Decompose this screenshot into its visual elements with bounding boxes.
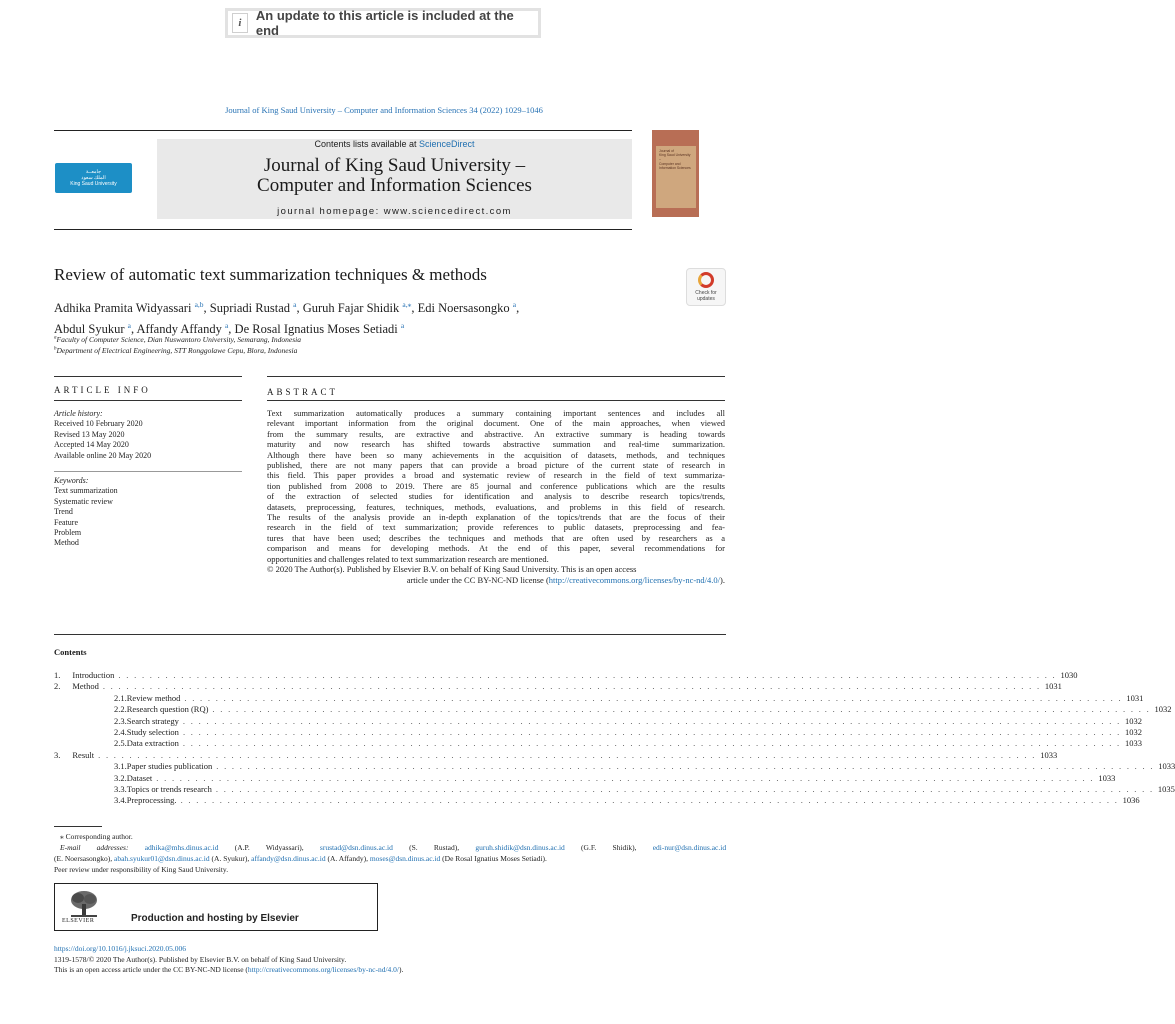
toc-title: Topics or trends research [126,783,212,794]
toc-entry[interactable] [54,738,1142,749]
abstract-copyright-line: © 2020 The Author(s). Published by Elsevier B.V. on behalf of King Saud University. This is an open access [267,564,637,575]
table-of-contents [54,670,1175,807]
author-name: Abdul Syukur [54,322,125,337]
keyword: Feature [54,517,78,527]
abstract-head-rule [267,400,725,401]
check-updates-label [695,290,716,302]
author-sup[interactable]: a,⁎ [402,300,412,309]
toc-page-number: 1035 [1157,783,1175,794]
keywords-block [54,476,118,549]
cover-line-3: Computer and [659,161,681,166]
toc-title: Data extraction [126,738,179,749]
abstract-body [267,408,725,585]
contents-available-line [157,139,632,149]
toc-number: 3.1. [114,761,127,772]
toc-title: Introduction [72,670,115,680]
toc-leader-dots: . . . . . . . . . . . . . . . . . . . . . . . . . . . . . . . . . . . . . . . . . . . . . . . . . . . . . . . . . . . . . . . . . . . . . . . . . . . . . . . . . . . . . . . . . . . . . . . . . . . . . . . . . . . . . . . . . . . . . . . . [182,715,1121,726]
toc-title: Research question (RQ) [126,704,209,715]
email-owner: (A. Affandy), [327,854,368,863]
affiliation-sup: b [54,346,57,352]
cover-line-4: Information Sciences [659,165,691,170]
author-name: Affandy Affandy [136,322,222,337]
toc-page-number: 1033 [1098,772,1116,783]
toc-page-number: 1032 [1125,726,1143,737]
email-link[interactable]: moses@dsn.dinus.ac.id [369,854,441,863]
email-line-2 [54,853,726,864]
abstract-line: research in the field of text summarization; provide references to public datasets, preprocessing and fea- [267,522,725,533]
sciencedirect-link[interactable]: ScienceDirect [419,139,475,149]
toc-leader-dots: . . . . . . . . . . . . . . . . . . . . . . . . . . . . . . . . . . . . . . . . . . . . . . . . . . . . . . . . . . . . . . . . . . . . . . . . . . . . . . . . . . . . . . . . . . . . . . . . . . . . . . . . . . . . . . . . . . . . . . . . [180,795,1119,806]
keyword: Text summarization [54,486,118,496]
license-link[interactable]: http://creativecommons.org/licenses/by-nc-nd/4.0/ [548,574,721,585]
email-owner: (A.P. Widyassari), [234,843,304,852]
oa-prefix: This is an open access article under the CC BY-NC-ND license ( [54,965,248,974]
history-item: Available online 20 May 2020 [54,450,152,460]
author-name: Edi Noersasongko [417,301,510,316]
author[interactable] [210,301,297,315]
oa-suffix: ). [398,965,404,974]
email-link[interactable]: edi-nur@dsn.dinus.ac.id [652,843,727,852]
bottom-publication-info [54,944,403,976]
email-owner: (S. Rustad), [409,843,460,852]
cover-line-1: Journal of [659,149,674,153]
keyword: Method [54,538,79,548]
affiliation-sup: a [54,335,57,341]
toc-number: 2.1. [114,692,127,703]
affiliation-text: Department of Electrical Engineering, STT Ronggolawe Cepu, Blora, Indonesia [56,346,298,355]
email-link[interactable]: guruh.shidik@dsn.dinus.ac.id [475,843,565,852]
abstract-line: tion published from 2008 to 2019. There are 85 journal and conference publications which are the results [267,480,725,491]
toc-leader-dots: . . . . . . . . . . . . . . . . . . . . . . . . . . . . . . . . . . . . . . . . . . . . . . . . . . . . . . . . . . . . . . . . . . . . . . . . . . . . . . . . . . . . . . . . . . . . . . . . . . . . . . . . . . . . . . . . . . . . . . . . [156,772,1095,783]
peer-review-note: Peer review under responsibility of King Saud University. [54,865,229,874]
license-prefix: article under the CC BY-NC-ND license ( [406,574,549,585]
article-title: Review of automatic text summarization techniques & methods [54,265,487,284]
king-saud-university-logo [55,163,132,193]
toc-number: 2. [54,681,61,692]
email-link[interactable]: adhika@mhs.dinus.ac.id [144,843,219,852]
logo-arabic-line-1: جامعــة [85,169,102,175]
abstract-line: of the extraction of selected studies for identification and analysis to describe research topics/trends, [267,491,725,502]
toc-entry[interactable] [54,681,1062,692]
journal-title[interactable] [157,156,632,196]
author[interactable] [303,301,412,315]
toc-leader-dots: . . . . . . . . . . . . . . . . . . . . . . . . . . . . . . . . . . . . . . . . . . . . . . . . . . . . . . . . . . . . . . . . . . . . . . . . . . . . . . . . . . . . . . . . . . . . . . . . . . . . . . . . . . . . . . . . . . . . . . . . [102,681,1041,692]
toc-entry[interactable] [54,715,1142,727]
toc-page-number: 1031 [1044,681,1062,692]
toc-number: 2.5. [114,738,127,749]
author[interactable] [418,301,516,315]
toc-page-number: 1033 [1040,749,1058,760]
toc-leader-dots: . . . . . . . . . . . . . . . . . . . . . . . . . . . . . . . . . . . . . . . . . . . . . . . . . . . . . . . . . . . . . . . . . . . . . . . . . . . . . . . . . . . . . . . . . . . . . . . . . . . . . . . . . . . . . . . . . . . . . . . . [182,726,1122,737]
footnote-rule [54,826,102,827]
author-sup[interactable]: a [127,321,131,331]
abstract-line: opportunities and challenges related to text summarization research are mentioned. [267,553,549,564]
toc-title: Dataset [126,772,153,783]
update-banner[interactable] [225,8,541,38]
email-line-1 [54,842,726,853]
info-icon: i [232,13,248,33]
email-owner: (A. Syukur), [211,854,250,863]
logo-english-line: King Saud University [70,181,117,187]
keywords-label: Keywords: [54,476,89,485]
toc-entry[interactable] [54,783,1175,795]
author-sup[interactable]: a [293,300,297,309]
abstract-line: maturity and now research has shifted towards abstractive summation and real-time summarization. [267,439,725,450]
article-info-head-rule [54,400,242,401]
abstract-top-rule [267,376,725,377]
contents-prefix: Contents lists available at [314,139,420,149]
toc-entry[interactable] [54,692,1144,704]
toc-number: 3.3. [114,783,127,794]
history-item: Accepted 14 May 2020 [54,440,129,450]
author[interactable] [54,301,204,315]
doi-link[interactable]: https://doi.org/10.1016/j.jksuci.2020.05.006 [54,944,186,953]
toc-page-number: 1033 [1124,738,1142,749]
toc-leader-dots: . . . . . . . . . . . . . . . . . . . . . . . . . . . . . . . . . . . . . . . . . . . . . . . . . . . . . . . . . . . . . . . . . . . . . . . . . . . . . . . . . . . . . . . . . . . . . . . . . . . . . . . . . . . . . . . . . . . . . . . . [182,738,1121,749]
abstract-line: Although there have been so many achievements in the acquisition of datasets, methods, and techniques [267,449,725,460]
toc-title: Method [72,681,99,692]
elsevier-tree-logo[interactable] [66,889,102,919]
author-sup[interactable]: a [224,321,229,331]
homepage-prefix: journal homepage: [277,206,384,217]
abstract-line: Text summarization automatically produces a summary containing important sentences and includes all [267,408,725,418]
history-label: Article history: [54,409,103,418]
toc-leader-dots: . . . . . . . . . . . . . . . . . . . . . . . . . . . . . . . . . . . . . . . . . . . . . . . . . . . . . . . . . . . . . . . . . . . . . . . . . . . . . . . . . . . . . . . . . . . . . . . . . . . . . . . . . . . . . . . . . . . . . . . . [98,749,1037,760]
history-item: Received 10 February 2020 [54,419,143,429]
abstract-line: The results of the analysis provide an in-depth explanation of the topics/trends that are the focus of their [267,512,725,523]
toc-entry[interactable] [54,670,1078,681]
email-label: E-mail addresses: [60,843,129,852]
corresponding-author-note: ⁎ Corresponding author. [60,832,133,841]
toc-number: 3.4. [114,795,127,806]
update-banner-text: An update to this article is included at the end [255,8,514,38]
open-access-line [54,965,403,976]
toc-title: Preprocessing. [126,795,177,806]
footnotes [54,831,726,875]
toc-leader-dots: . . . . . . . . . . . . . . . . . . . . . . . . . . . . . . . . . . . . . . . . . . . . . . . . . . . . . . . . . . . . . . . . . . . . . . . . . . . . . . . . . . . . . . . . . . . . . . . . . . . . . . . . . . . . . . . . . . . . . . . . [184,692,1123,703]
email-owner: (E. Noersasongko), [54,854,113,863]
affiliation-text: Faculty of Computer Science, Dian Nuswantoro University, Semarang, Indonesia [56,335,301,344]
check-updates-icon [698,272,714,288]
toc-number: 2.4. [114,726,127,737]
article-info-heading: ARTICLE INFO [54,385,151,395]
journal-title-line-2: Computer and Information Sciences [257,175,532,196]
author-name: Supriadi Rustad [209,301,290,316]
toc-title: Paper studies publication [126,761,213,772]
cover-line-2: King Saud University – [659,153,691,162]
article-history [54,409,151,461]
abstract-line: relevant important information from the original document. One of the main approaches, when viewed [267,418,725,429]
header-top-rule [54,130,632,131]
toc-page-number: 1032 [1154,704,1172,715]
toc-title: Search strategy [126,715,179,726]
journal-homepage-line [157,206,632,217]
toc-entry[interactable] [54,749,1058,761]
keyword: Trend [54,507,73,517]
toc-page-number: 1032 [1125,715,1142,726]
toc-page-number: 1033 [1158,761,1175,772]
abstract-line: this field. This paper provides a broad and systematic review of research in the field of text summariza- [267,470,725,481]
toc-leader-dots: . . . . . . . . . . . . . . . . . . . . . . . . . . . . . . . . . . . . . . . . . . . . . . . . . . . . . . . . . . . . . . . . . . . . . . . . . . . . . . . . . . . . . . . . . . . . . . . . . . . . . . . . . . . . . . . . . . . . . . . . [216,761,1155,772]
affiliation-a [54,335,301,344]
journal-citation[interactable]: Journal of King Saud University – Computer and Information Sciences 34 (2022) 1029–1046 [225,105,543,115]
email-owner: (G.F. Shidik), [581,843,637,852]
abstract-bottom-rule [54,634,726,635]
author-name: De Rosal Ignatius Moses Setiadi [234,322,398,337]
toc-number: 1. [54,670,61,680]
production-hosting-text: Production and hosting by Elsevier [131,913,299,924]
toc-entry[interactable] [54,772,1116,784]
toc-title: Review method [126,692,181,703]
header-bottom-rule [54,229,632,230]
check-updates-line-1: Check for [695,290,717,296]
abstract-text [267,408,725,564]
article-info-top-rule [54,376,242,377]
keywords-rule [54,471,242,472]
license-suffix: ). [720,574,725,585]
toc-leader-dots: . . . . . . . . . . . . . . . . . . . . . . . . . . . . . . . . . . . . . . . . . . . . . . . . . . . . . . . . . . . . . . . . . . . . . . . . . . . . . . . . . . . . . . . . . . . . . . . . . . . . . . . . . . . . . . . . . . . . . . . . [118,670,1057,680]
email-owner: (De Rosal Ignatius Moses Setiadi). [442,854,547,863]
toc-entry[interactable] [54,726,1143,738]
toc-entry[interactable] [54,795,1140,806]
abstract-line: comparison and means for developing methods. At the end of this paper, several recommendations for [267,543,725,554]
toc-number: 3.2. [114,772,127,783]
author-name: Guruh Fajar Shidik [302,301,400,316]
abstract-line: datasets, preprocessing, features, techniques, methods, evaluations, and problems in this field of research. [267,501,725,512]
oa-license-link[interactable]: http://creativecommons.org/licenses/by-nc-nd/4.0/ [247,965,399,974]
abstract-line: published, there are not many papers that can provide a broad picture of the current state of research in [267,460,725,471]
journal-title-line-1: Journal of King Saud University – [263,155,526,176]
toc-page-number: 1030 [1060,670,1078,680]
keyword: Systematic review [54,496,113,506]
author-list: Adhika Pramita Widyassari $^{a,b}$, Supriadi Rustad $^a$, Guruh Fajar Shidik $^{a,⁎}$, Edi Noersasongko $^a$, Abdul Syukur $^a$, Affandy Affandy $^a$, De Rosal Ignatius Moses Setiadi $^a$ [54,300,520,337]
toc-page-number: 1036 [1122,795,1140,806]
elsevier-wordmark: ELSEVIER [62,918,95,924]
email-link[interactable]: abah.syukur01@dsn.dinus.ac.id [114,854,210,863]
abstract-line: from the summary results, are extractive and abstractive. An extractive summary is heading towards [267,428,725,439]
toc-title: Study selection [126,726,179,737]
abstract-line: tures that have been used; describes the techniques and methods that are often used by researchers as a [267,532,725,543]
author-sup[interactable]: a [400,321,405,331]
toc-title: Result [72,749,95,760]
contents-heading: Contents [54,647,87,657]
email-link[interactable]: srustad@dsn.dinus.ac.id [319,843,393,852]
toc-number: 2.3. [114,715,127,726]
affiliation-b [54,346,297,355]
author-name: Adhika Pramita Widyassari [54,301,192,316]
author-sup[interactable]: a,b [194,300,204,309]
keyword: Problem [54,528,82,538]
check-updates-line-2: updates [697,296,715,302]
journal-cover-label [656,146,696,208]
toc-page-number: 1031 [1126,692,1144,703]
toc-number: 2.2. [114,704,127,715]
toc-leader-dots: . . . . . . . . . . . . . . . . . . . . . . . . . . . . . . . . . . . . . . . . . . . . . . . . . . . . . . . . . . . . . . . . . . . . . . . . . . . . . . . . . . . . . . . . . . . . . . . . . . . . . . . . . . . . . . . . . . . . . . . . [212,704,1151,715]
abstract-license-line [267,575,725,585]
toc-number: 3. [54,749,61,760]
abstract-heading: ABSTRACT [267,387,339,397]
issn-line: 1319-1578/© 2020 The Author(s). Published by Elsevier B.V. on behalf of King Saud University. [54,954,347,964]
logo-arabic-line-2: الملك سعود [81,175,106,181]
toc-leader-dots: . . . . . . . . . . . . . . . . . . . . . . . . . . . . . . . . . . . . . . . . . . . . . . . . . . . . . . . . . . . . . . . . . . . . . . . . . . . . . . . . . . . . . . . . . . . . . . . . . . . . . . . . . . . . . . . . . . . . . . . . [215,783,1154,794]
history-item: Revised 13 May 2020 [54,429,125,439]
toc-entry[interactable] [54,761,1175,772]
toc-entry[interactable] [54,704,1172,715]
email-link[interactable]: affandy@dsn.dinus.ac.id [251,854,326,863]
author-sup[interactable]: a [512,300,517,309]
homepage-link[interactable]: www.sciencedirect.com [383,206,512,217]
